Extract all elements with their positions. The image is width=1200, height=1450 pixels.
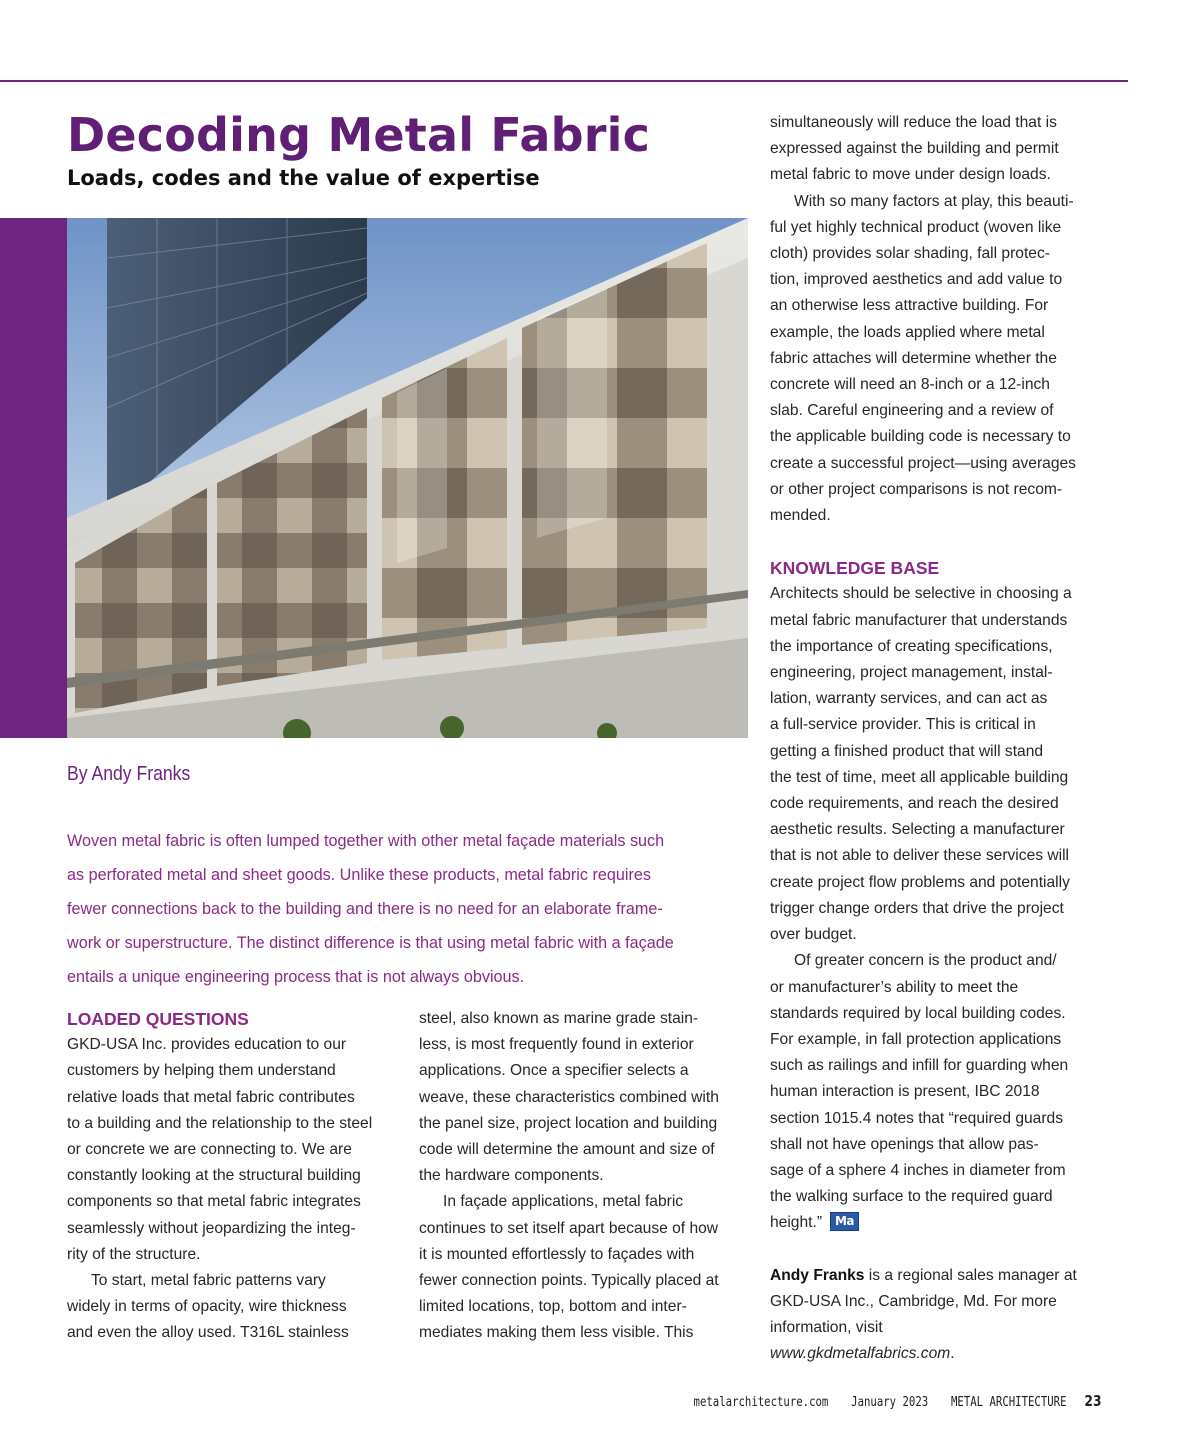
text-line: less, is most frequently found in exterior [419,1036,694,1054]
text-line: constantly looking at the structural building [67,1167,361,1185]
text-line: the panel size, project location and building [419,1114,718,1132]
text-fragment: is a regional sales manager at [864,1266,1077,1284]
text-line: human interaction is present, IBC 2018 [770,1083,1040,1101]
text-line: sage of a sphere 4 inches in diameter from [770,1161,1066,1179]
text-line [770,1210,1105,1236]
magazine-end-mark-logo: Ma [830,1212,859,1231]
text-line: such as railings and infill for guarding when [770,1057,1069,1075]
author-bio [770,1263,1105,1368]
text-line: expressed against the building and permit [770,140,1059,158]
intro-line: as perforated metal and sheet goods. Unlike these products, metal fabric requires [67,866,651,884]
text-fragment: . [950,1345,955,1363]
text-line: Of greater concern is the product and/ [794,952,1057,970]
article-title: Decoding Metal Fabric [67,108,651,162]
text-line: customers by helping them understand [67,1062,336,1080]
text-line: To start, metal fabric patterns vary [91,1272,326,1290]
text-line: rity of the structure. [67,1245,201,1263]
text-line: GKD-USA Inc., Cambridge, Md. For more [770,1292,1057,1310]
accent-bar [0,218,67,738]
text-line: that is not able to deliver these services will [770,847,1070,865]
text-line: an otherwise less attractive building. For [770,297,1049,315]
text-line: seamlessly without jeopardizing the integ- [67,1219,356,1237]
text-line: mediates making them less visible. This [419,1324,694,1342]
text-line: to a building and the relationship to the steel [67,1114,373,1132]
spacer [770,1237,1105,1263]
text-line: simultaneously will reduce the load that is [770,114,1057,131]
author-name: Andy Franks [770,1266,865,1284]
top-rule [0,80,1128,82]
footer-magazine: METAL ARCHITECTURE [951,1395,1067,1410]
text-line: shall not have openings that allow pas- [770,1135,1039,1153]
text-fragment: height.” [770,1214,823,1232]
text-line: aesthetic results. Selecting a manufacturer [770,821,1065,839]
text-line: Architects should be selective in choosing a [770,585,1072,603]
footer-site: metalarchitecture.com [694,1395,829,1410]
text-line: the hardware components. [419,1167,604,1185]
text-line: the applicable building code is necessary to [770,428,1071,446]
text-line: code will determine the amount and size of [419,1141,715,1159]
paragraph [419,1006,749,1189]
intro-paragraph [67,824,747,994]
text-line: components so that metal fabric integrates [67,1193,361,1211]
text-line: relative loads that metal fabric contributes [67,1088,355,1106]
text-line: standards required by local building codes. [770,1004,1066,1022]
text-line: tion, improved aesthetics and add value to [770,271,1063,289]
text-line: mended. [770,507,831,525]
text-line: trigger change orders that drive the project [770,899,1064,917]
text-line: For example, in fall protection applications [770,1030,1062,1048]
paragraph [770,948,1105,1236]
text-line: lation, warranty services, and can act as [770,690,1048,708]
text-line: cloth) provides solar shading, fall protec- [770,245,1050,263]
text-line: information, visit [770,1318,883,1336]
text-line: and even the alloy used. T316L stainless [67,1324,349,1342]
paragraph [770,110,1105,189]
section-heading-knowledge-base: KNOWLEDGE BASE [770,558,940,579]
text-line: With so many factors at play, this beauti- [794,192,1074,210]
article-subtitle: Loads, codes and the value of expertise [67,166,540,190]
text-line: metal fabric manufacturer that understands [770,611,1068,629]
text-line [770,1263,1105,1289]
text-line: applications. Once a specifier selects a [419,1062,689,1080]
text-line: engineering, project management, instal- [770,664,1053,682]
text-line: getting a finished product that will stand [770,742,1044,760]
website-link[interactable]: www.gkdmetalfabrics.com [770,1345,951,1363]
paragraph [770,581,1105,948]
page-number: 23 [1084,1392,1102,1410]
text-line: In façade applications, metal fabric [443,1193,684,1211]
paragraph [770,189,1105,530]
text-line: create a successful project—using averages [770,454,1076,472]
text-line: code requirements, and reach the desired [770,795,1059,813]
text-line: or concrete we are connecting to. We are [67,1141,352,1159]
text-line: or manufacturer’s ability to meet the [770,978,1019,996]
text-line: or other project comparisons is not recom- [770,480,1063,498]
paragraph [67,1268,402,1347]
text-line: it is mounted effortlessly to façades with [419,1245,695,1263]
column-2 [419,1006,749,1347]
text-line: metal fabric to move under design loads. [770,166,1051,184]
intro-line: Woven metal fabric is often lumped together with other metal façade materials such [67,832,665,850]
text-line: slab. Careful engineering and a review of [770,402,1054,420]
text-line: steel, also known as marine grade stain- [419,1010,699,1027]
text-line: limited locations, top, bottom and inter- [419,1298,687,1316]
text-line: create project flow problems and potentially [770,873,1070,891]
page-footer [678,1392,1102,1410]
text-line: a full-service provider. This is critical in [770,716,1036,734]
text-line: section 1015.4 notes that “required guards [770,1109,1064,1127]
paragraph [419,1189,749,1346]
intro-line: entails a unique engineering process that is not always obvious. [67,968,525,986]
section-heading-loaded-questions: LOADED QUESTIONS [67,1009,249,1029]
intro-line: work or superstructure. The distinct difference is that using metal fabric with a façade [67,934,674,952]
text-line: over budget. [770,926,857,944]
text-line: the importance of creating specifications, [770,637,1053,655]
intro-line: fewer connections back to the building and there is no need for an elaborate frame- [67,900,663,918]
text-line: concrete will need an 8-inch or a 12-inch [770,376,1050,394]
text-line: weave, these characteristics combined with [419,1088,719,1106]
building-facade-photo [67,218,748,738]
text-line: widely in terms of opacity, wire thickness [67,1298,347,1316]
text-line: fabric attaches will determine whether the [770,349,1057,367]
text-line: the test of time, meet all applicable building [770,768,1069,786]
byline: By Andy Franks [67,763,191,785]
text-line: continues to set itself apart because of how [419,1219,719,1237]
text-line: the walking surface to the required guard [770,1188,1053,1206]
text-line: example, the loads applied where metal [770,323,1045,341]
column-1 [67,1006,402,1347]
text-line: ful yet highly technical product (woven like [770,218,1062,236]
paragraph [67,1032,402,1268]
footer-date: January 2023 [851,1395,929,1410]
column-3 [770,110,1105,1367]
text-line [770,1341,1105,1367]
text-line: fewer connection points. Typically placed at [419,1272,719,1290]
text-line: GKD-USA Inc. provides education to our [67,1036,347,1054]
